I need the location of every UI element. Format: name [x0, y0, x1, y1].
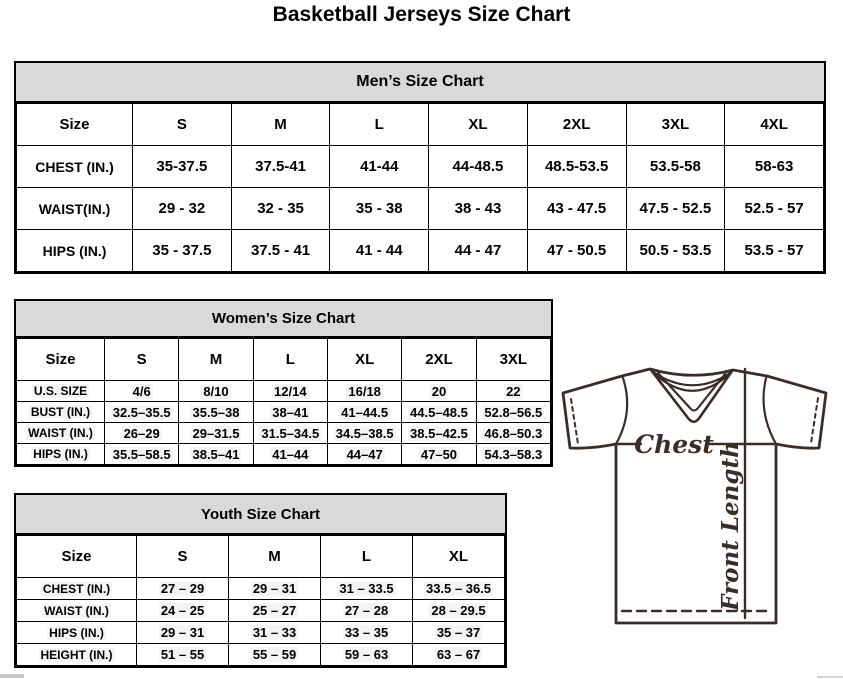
size-cell: 27 – 29	[137, 578, 229, 600]
size-cell: 63 – 67	[413, 644, 505, 666]
youth-header-size: Size	[17, 536, 137, 578]
size-cell: 44.5–48.5	[402, 402, 476, 423]
size-cell: 41-44	[330, 146, 429, 188]
size-cell: 59 – 63	[321, 644, 413, 666]
row-label: WAIST(IN.)	[17, 188, 133, 230]
size-cell: 38–41	[253, 402, 327, 423]
womens-header-m: M	[179, 339, 253, 381]
womens-header-s: S	[105, 339, 179, 381]
front-length-label: Front Length	[717, 441, 744, 611]
womens-header-row	[17, 339, 551, 381]
mens-header-l: L	[330, 104, 429, 146]
size-cell: 32.5–35.5	[105, 402, 179, 423]
row-label: HIPS (IN.)	[17, 444, 105, 465]
size-cell: 8/10	[179, 381, 253, 402]
mens-header-3xl: 3XL	[626, 104, 725, 146]
mens-header-2xl: 2XL	[527, 104, 626, 146]
youth-header-xl: XL	[413, 536, 505, 578]
size-cell: 41–44	[253, 444, 327, 465]
womens-row-us-size	[17, 381, 551, 402]
size-cell: 53.5-58	[626, 146, 725, 188]
left-cuff-stitch	[571, 399, 578, 444]
size-cell: 44 - 47	[429, 230, 528, 272]
size-cell: 44-48.5	[429, 146, 528, 188]
womens-size-table	[16, 338, 551, 465]
womens-chart-title: Women’s Size Chart	[16, 301, 551, 338]
left-armhole-seam	[616, 378, 627, 444]
size-cell: 47 - 50.5	[527, 230, 626, 272]
size-cell: 29 – 31	[137, 622, 229, 644]
mens-header-4xl: 4XL	[725, 104, 824, 146]
mens-size-chart-panel	[14, 61, 826, 274]
row-label: WAIST (IN.)	[17, 423, 105, 444]
row-label: HEIGHT (IN.)	[17, 644, 137, 666]
size-cell: 43 - 47.5	[527, 188, 626, 230]
youth-row-hips	[17, 622, 505, 644]
row-label: CHEST (IN.)	[17, 146, 133, 188]
size-cell: 54.3–58.3	[476, 444, 550, 465]
chest-label: Chest	[634, 430, 714, 459]
womens-row-bust	[17, 402, 551, 423]
size-cell: 53.5 - 57	[725, 230, 824, 272]
size-cell: 35.5–38	[179, 402, 253, 423]
size-cell: 31.5–34.5	[253, 423, 327, 444]
size-cell: 38.5–41	[179, 444, 253, 465]
size-cell: 35.5–58.5	[105, 444, 179, 465]
size-cell: 41–44.5	[327, 402, 401, 423]
mens-row-chest	[17, 146, 824, 188]
size-cell: 20	[402, 381, 476, 402]
womens-size-chart-panel	[14, 299, 553, 467]
size-cell: 58-63	[725, 146, 824, 188]
size-cell: 24 – 25	[137, 600, 229, 622]
size-cell: 37.5 - 41	[231, 230, 330, 272]
row-label: HIPS (IN.)	[17, 622, 137, 644]
size-cell: 29–31.5	[179, 423, 253, 444]
size-cell: 47.5 - 52.5	[626, 188, 725, 230]
youth-header-l: L	[321, 536, 413, 578]
youth-header-m: M	[229, 536, 321, 578]
womens-header-2xl: 2XL	[402, 339, 476, 381]
mens-row-hips	[17, 230, 824, 272]
page-title: Basketball Jerseys Size Chart	[272, 3, 571, 26]
size-cell: 35 - 38	[330, 188, 429, 230]
size-cell: 50.5 - 53.5	[626, 230, 725, 272]
size-cell: 33 – 35	[321, 622, 413, 644]
jersey-outline	[563, 369, 826, 623]
right-cuff-stitch	[811, 398, 818, 443]
right-armhole-seam	[764, 378, 776, 444]
youth-header-row	[17, 536, 505, 578]
size-cell: 48.5-53.5	[527, 146, 626, 188]
size-cell: 38.5–42.5	[402, 423, 476, 444]
size-cell: 31 – 33	[229, 622, 321, 644]
womens-header-size: Size	[17, 339, 105, 381]
size-cell: 35-37.5	[133, 146, 232, 188]
size-cell: 37.5-41	[231, 146, 330, 188]
size-cell: 34.5–38.5	[327, 423, 401, 444]
size-cell: 32 - 35	[231, 188, 330, 230]
jersey-diagram	[556, 356, 840, 632]
mens-header-s: S	[133, 104, 232, 146]
youth-size-chart-panel	[14, 493, 507, 668]
row-label: U.S. SIZE	[17, 381, 105, 402]
size-cell: 51 – 55	[137, 644, 229, 666]
size-cell: 35 – 37	[413, 622, 505, 644]
size-cell: 44–47	[327, 444, 401, 465]
womens-row-waist	[17, 423, 551, 444]
size-cell: 4/6	[105, 381, 179, 402]
womens-header-l: L	[253, 339, 327, 381]
row-label: HIPS (IN.)	[17, 230, 133, 272]
size-cell: 29 – 31	[229, 578, 321, 600]
size-cell: 46.8–50.3	[476, 423, 550, 444]
mens-row-waist	[17, 188, 824, 230]
row-label: WAIST (IN.)	[17, 600, 137, 622]
cropped-fragment-left	[0, 674, 24, 678]
womens-row-hips	[17, 444, 551, 465]
youth-header-s: S	[137, 536, 229, 578]
row-label: BUST (IN.)	[17, 402, 105, 423]
youth-row-waist	[17, 600, 505, 622]
youth-chart-title: Youth Size Chart	[16, 495, 505, 535]
size-cell: 26–29	[105, 423, 179, 444]
mens-header-row	[17, 104, 824, 146]
mens-size-table	[16, 103, 824, 272]
size-cell: 16/18	[327, 381, 401, 402]
size-cell: 25 – 27	[229, 600, 321, 622]
womens-header-xl: XL	[327, 339, 401, 381]
mens-header-xl: XL	[429, 104, 528, 146]
size-cell: 41 - 44	[330, 230, 429, 272]
size-cell: 28 – 29.5	[413, 600, 505, 622]
mens-header-m: M	[231, 104, 330, 146]
size-cell: 22	[476, 381, 550, 402]
size-cell: 35 - 37.5	[133, 230, 232, 272]
size-cell: 27 – 28	[321, 600, 413, 622]
youth-row-chest	[17, 578, 505, 600]
size-cell: 29 - 32	[133, 188, 232, 230]
youth-size-table	[16, 535, 505, 666]
size-cell: 33.5 – 36.5	[413, 578, 505, 600]
size-cell: 38 - 43	[429, 188, 528, 230]
size-cell: 52.5 - 57	[725, 188, 824, 230]
womens-header-3xl: 3XL	[476, 339, 550, 381]
mens-chart-title: Men’s Size Chart	[16, 63, 824, 103]
size-cell: 47–50	[402, 444, 476, 465]
cropped-fragment-right	[817, 676, 843, 678]
row-label: CHEST (IN.)	[17, 578, 137, 600]
size-cell: 31 – 33.5	[321, 578, 413, 600]
youth-row-height	[17, 644, 505, 666]
size-cell: 12/14	[253, 381, 327, 402]
size-cell: 52.8–56.5	[476, 402, 550, 423]
size-cell: 55 – 59	[229, 644, 321, 666]
mens-header-size: Size	[17, 104, 133, 146]
